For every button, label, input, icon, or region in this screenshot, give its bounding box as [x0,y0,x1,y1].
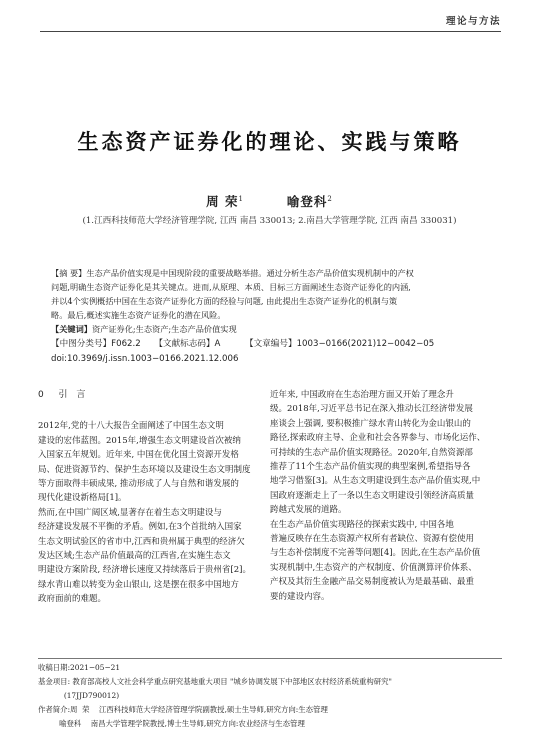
paragraph [38,419,264,505]
text-line: 政府面前的难题。 [38,594,107,605]
doi: doi:10.3969/j.issn.1003−0166.2021.12.006 [51,353,239,364]
abstract-line: 并以4个实例概括中国在生态资产证券化方面的经验与问题, 由此提出生态资产证券化的机制与策 [51,296,398,306]
text-line: 经济建设发展不平衡的矛盾。例如,在3个首批纳入国家 [38,522,242,533]
text-line: 现代化建设新格局[1]。 [38,493,127,504]
text-line: 产权及其衍生金融产品交易制度被认为是最基础、最重 [270,577,475,588]
document-code: 【文献标志码】A [154,339,221,349]
abstract-line: 略。最后,概述实施生态资产证券化的潜在风险。 [51,310,226,320]
author-1-sup: 1 [238,194,244,203]
text-line: 与生态补偿制度不完善等问题[4]。因此,在生态产品价值 [270,548,481,559]
running-header [0,0,539,30]
text-line: 2012年,党的十八大报告全面阐述了中国生态文明 [38,421,224,432]
abstract [51,266,493,336]
paragraph [270,518,496,604]
clc-number: 【中图分类号】F062.2 [51,339,141,349]
keywords-line [51,322,493,336]
keywords-label: 【关键词】 [51,324,92,334]
footnote-rule [38,658,502,659]
text-line: 等方面取得丰硕成果, 推动形成了人与自然和谐发展的 [38,479,239,490]
funding: 基金项目: 教育部高校人文社会科学重点研究基地重大项目 "城乡协调发展下中部地区农村经济系统重构研究" [38,677,392,686]
author-1: 周 荣 [206,194,239,209]
paragraph [270,388,496,518]
text-line: 近年来, 中国政府在生态治理方面又开始了理念升 [270,390,454,400]
header-rule [40,31,501,32]
text-line: 绿水青山难以转变为金山银山, 这是摆在很多中国地方 [38,579,239,590]
text-line: 跨越式发展的道路。 [270,505,347,516]
text-line: 普遍反映存在生态资源产权所有者缺位、资源有偿使用 [270,534,475,545]
classification-row [51,337,493,352]
abstract-line: 问题,明确生态资产证券化是其关键点。进而,从原理、本质、目标三方面阐述生态资产证券化的内涵, [51,282,411,292]
text-line: 座谈会上强调, 要积极推广绿水青山转化为金山银山的 [270,418,471,429]
text-line: 路径,探索政府主导、企业和社会各界参与、市场化运作、 [270,433,486,444]
author-2-sup: 2 [327,194,333,203]
text-line: 国政府逐渐走上了一条以生态文明建设引领经济高质量 [270,490,475,501]
author-bio: 作者简介:周 荣 江西科技师范大学经济管理学院副教授,硕士生导师,研究方向:生态管理 [38,705,328,714]
author-2: 喻登科 [286,194,328,209]
author-bio: 喻登科 南昌大学管理学院教授,博士生导师,研究方向:农业经济与生态管理 [38,719,305,728]
text-line: 在生态产品价值实现路径的探索实践中, 中国各地 [270,519,454,530]
right-column [270,388,496,604]
text-line: 推荐了11个生态产品价值实现的典型案例,希望指导各 [270,462,471,473]
article-number: 【文章编号】1003−0166(2021)12−0042−05 [245,339,435,349]
left-column [38,388,264,607]
text-line: 地学习借鉴[3]。从生态文明建设到生态产品价值实现,中 [270,476,481,487]
text-line: 实现机制中,生态资产的产权制度、价值测算评价体系、 [270,562,477,573]
text-line: 要的建设内容。 [270,591,330,602]
text-line: 局、促进资源节约、保护生态环境以及建设生态文明制度 [38,464,251,475]
footnotes [38,661,508,731]
section-label: 理论与方法 [445,16,501,27]
text-line: 明建设方案阶段, 经济增长速度又持续落后于贵州省[2]。 [38,565,251,576]
author-line [0,192,539,210]
funding-code: (17JJD790012) [38,691,120,700]
affiliation: (1.江西科技师范大学经济管理学院, 江西 南昌 330013; 2.南昌大学管理学院, 江西 南昌 330031) [82,216,457,226]
received-date: 收稿日期:2021−05−21 [38,663,121,672]
section-title: 引 言 [58,390,89,400]
paragraph [38,506,264,607]
section-heading [38,388,264,402]
text-line: 然而,在中国广阔区域,显著存在着生态文明建设与 [38,507,222,518]
abstract-line: 【摘 要】生态产品价值实现是中国现阶段的重要战略举措。通过分析生态产品价值实现机制中的产权 [51,268,414,278]
article-metadata [51,337,493,367]
text-line: 级。2018年,习近平总书记在深入推动长江经济带发展 [270,404,473,415]
text-line: 生态文明试验区的省市中,江西和贵州属于典型的经济欠 [38,536,245,547]
text-line: 发达区域;生态产品价值最高的江西省,在实施生态文 [38,551,231,562]
text-line: 建设的宏伟蓝图。2015年,增强生态文明建设首次被纳 [38,435,241,446]
text-line: 可持续的生态产品价值实现路径。2020年,自然资源部 [270,447,473,458]
article-title: 生态资产证券化的理论、实践与策略 [77,129,462,154]
text-line: 入国家五年规划。近年来, 中国在优化国土资源开发格 [38,450,239,461]
section-number: 0 [38,390,47,400]
keywords: 资产证券化;生态资产;生态产品价值实现 [91,324,237,334]
